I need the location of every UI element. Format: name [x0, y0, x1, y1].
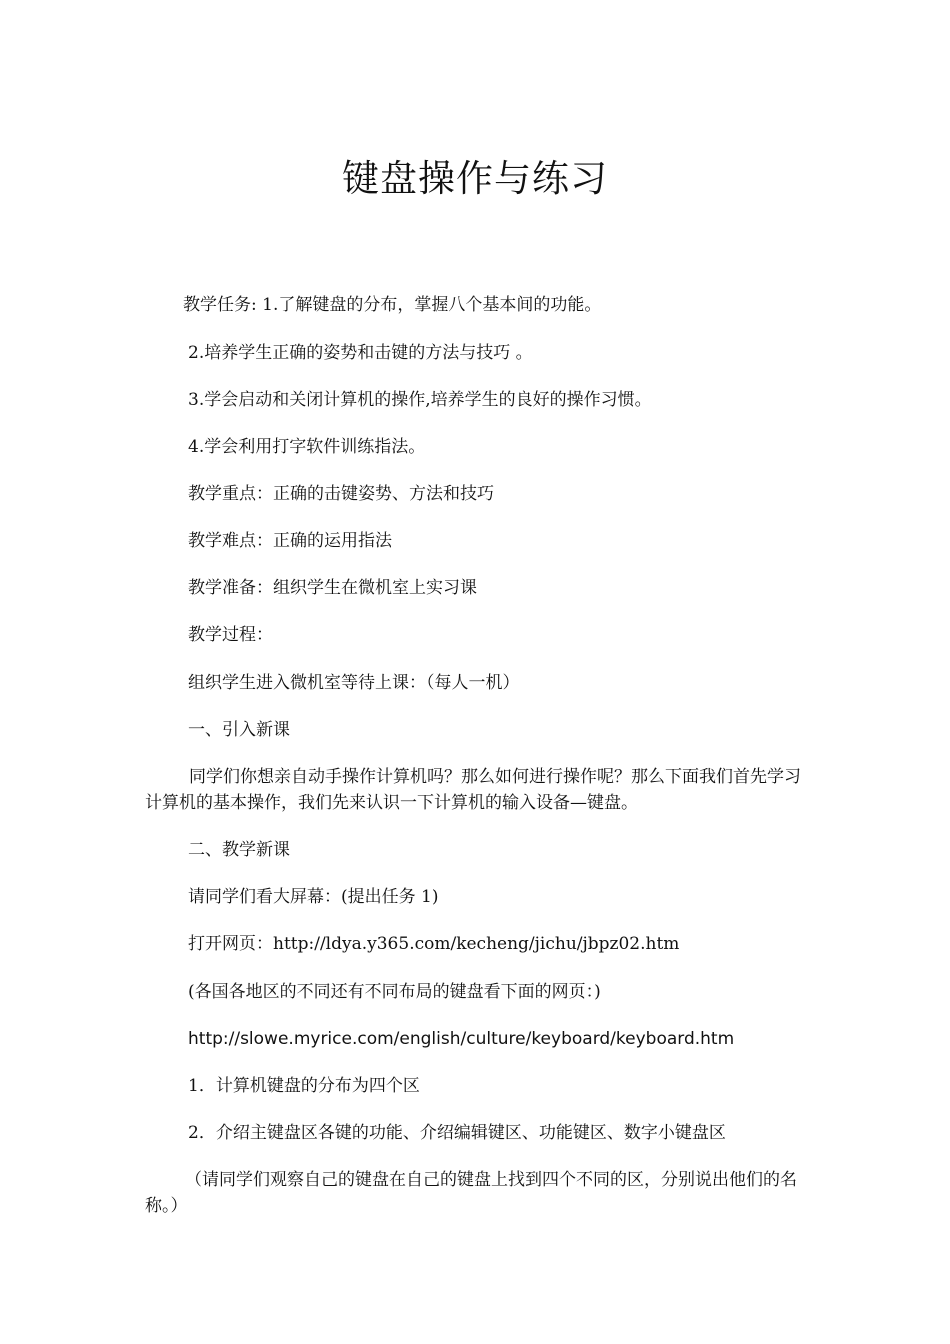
- page-title: 键盘操作与练习: [342, 157, 608, 200]
- preparation: 教学准备：组织学生在微机室上实习课: [188, 578, 477, 598]
- open-page-line: 打开网页：http://ldya.y365.com/kecheng/jichu/jbpz02.htm: [188, 934, 680, 954]
- point-1: 1．计算机键盘的分布为四个区: [188, 1076, 420, 1096]
- keyboard-note: (各国各地区的不同还有不同布局的键盘看下面的网页：): [188, 982, 601, 1002]
- observe-paragraph: （请同学们观察自己的键盘在自己的键盘上找到四个不同的区，分别说出他们的名称。）: [145, 1170, 797, 1216]
- screen-instruction: 请同学们看大屏幕：(提出任务 1): [188, 887, 439, 907]
- point-2: 2．介绍主键盘区各键的功能、介绍编辑键区、功能键区、数字小键盘区: [188, 1123, 726, 1143]
- keyboard-url: http://slowe.myrice.com/english/culture/keyboard/keyboard.htm: [188, 1029, 735, 1049]
- process-heading: 教学过程：: [188, 625, 273, 645]
- section-1-heading: 一、引入新课: [188, 720, 290, 740]
- tasks-item-4: 4.学会利用打字软件训练指法。: [188, 437, 426, 457]
- organize-line: 组织学生进入微机室等待上课：（每人一机）: [188, 673, 520, 693]
- key-point: 教学重点：正确的击键姿势、方法和技巧: [188, 484, 494, 504]
- tasks-item-2: 2.培养学生正确的姿势和击键的方法与技巧 。: [188, 343, 533, 363]
- tasks-item-3: 3.学会启动和关闭计算机的操作,培养学生的良好的操作习惯。: [188, 390, 652, 410]
- difficulty: 教学难点：正确的运用指法: [188, 531, 392, 551]
- section-2-heading: 二、教学新课: [188, 840, 290, 860]
- section-1-paragraph: 同学们你想亲自动手操作计算机吗？那么如何进行操作呢？那么下面我们首先学习计算机的基本操作，我们先来认识一下计算机的输入设备—键盘。: [145, 767, 801, 813]
- tasks-item-1: 教学任务: 1.了解键盘的分布，掌握八个基本间的功能。: [183, 295, 602, 315]
